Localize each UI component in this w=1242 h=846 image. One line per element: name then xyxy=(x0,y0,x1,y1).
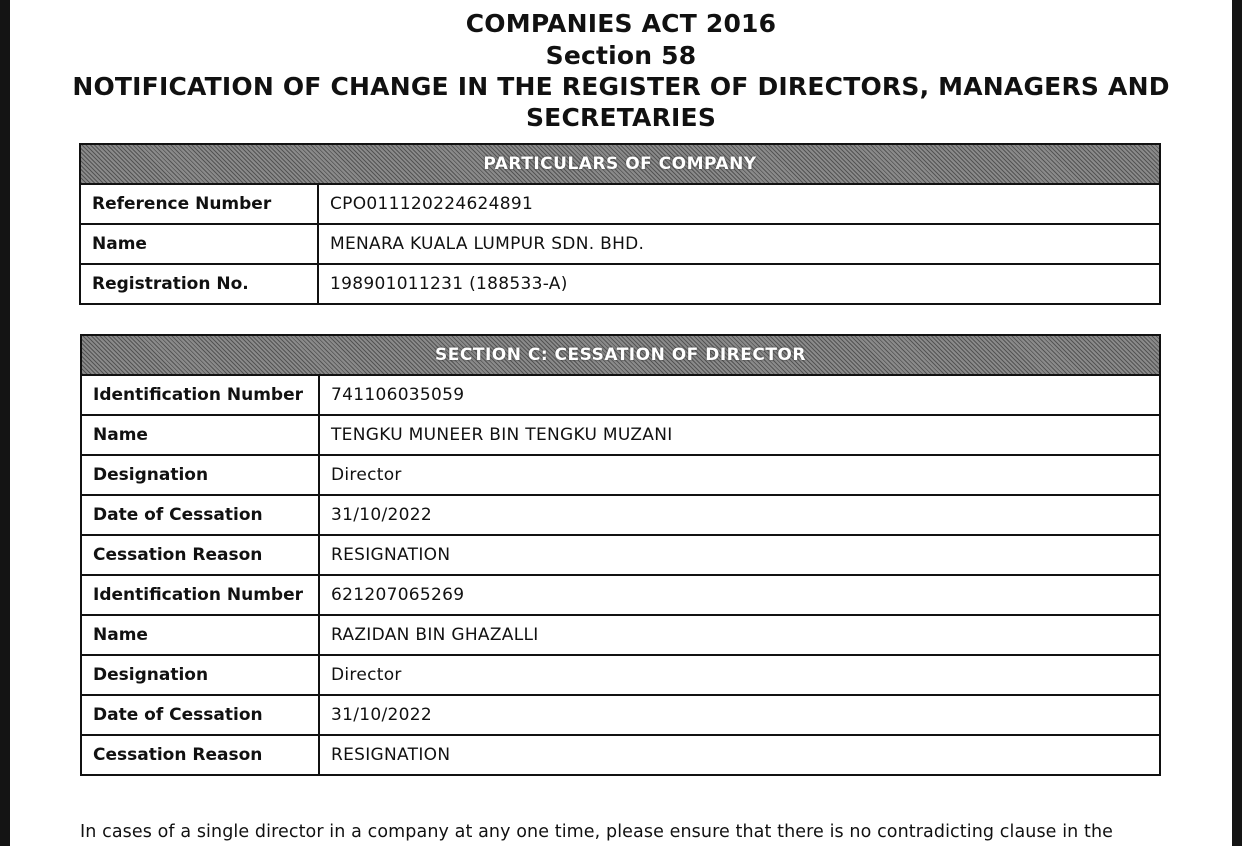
date-of-cessation-label: Date of Cessation xyxy=(81,695,319,735)
table-row xyxy=(81,695,1160,735)
designation-value: Director xyxy=(319,655,1160,695)
footer-note: In cases of a single director in a company at any one time, please ensure that there is no contradicting clause in the xyxy=(80,822,1114,842)
cessation-reason-label: Cessation Reason xyxy=(81,535,319,575)
identification-number-label: Identification Number xyxy=(81,575,319,615)
cessation-of-director-table xyxy=(80,334,1161,776)
cessation-reason-value: RESIGNATION xyxy=(319,735,1160,775)
table-row xyxy=(80,264,1160,304)
section-title: Section 58 xyxy=(545,41,697,70)
cessation-reason-value: RESIGNATION xyxy=(319,535,1160,575)
document-page xyxy=(10,0,1232,846)
table-row xyxy=(81,455,1160,495)
table-row xyxy=(81,655,1160,695)
date-of-cessation-value: 31/10/2022 xyxy=(319,495,1160,535)
date-of-cessation-value: 31/10/2022 xyxy=(319,695,1160,735)
designation-value: Director xyxy=(319,455,1160,495)
director-name-value: RAZIDAN BIN GHAZALLI xyxy=(319,615,1160,655)
table-row xyxy=(81,535,1160,575)
reference-number-label: Reference Number xyxy=(80,184,318,224)
registration-no-label: Registration No. xyxy=(80,264,318,304)
cessation-reason-label: Cessation Reason xyxy=(81,735,319,775)
identification-number-value: 741106035059 xyxy=(319,375,1160,415)
company-particulars-table xyxy=(79,143,1161,305)
identification-number-label: Identification Number xyxy=(81,375,319,415)
form-title-line-2: SECRETARIES xyxy=(525,103,717,132)
act-title: COMPANIES ACT 2016 xyxy=(465,9,777,38)
company-particulars-heading: PARTICULARS OF COMPANY xyxy=(80,144,1160,184)
registration-no-value: 198901011231 (188533-A) xyxy=(318,264,1160,304)
director-name-label: Name xyxy=(81,615,319,655)
table-row xyxy=(80,224,1160,264)
cessation-heading: SECTION C: CESSATION OF DIRECTOR xyxy=(81,335,1160,375)
table-row xyxy=(81,735,1160,775)
table-row xyxy=(81,615,1160,655)
reference-number-value: CPO011120224624891 xyxy=(318,184,1160,224)
company-name-label: Name xyxy=(80,224,318,264)
table-row xyxy=(81,495,1160,535)
designation-label: Designation xyxy=(81,655,319,695)
designation-label: Designation xyxy=(81,455,319,495)
date-of-cessation-label: Date of Cessation xyxy=(81,495,319,535)
table-row xyxy=(80,184,1160,224)
director-name-value: TENGKU MUNEER BIN TENGKU MUZANI xyxy=(319,415,1160,455)
form-title-line-1: NOTIFICATION OF CHANGE IN THE REGISTER OF DIRECTORS, MANAGERS AND xyxy=(72,72,1170,101)
identification-number-value: 621207065269 xyxy=(319,575,1160,615)
company-name-value: MENARA KUALA LUMPUR SDN. BHD. xyxy=(318,224,1160,264)
table-row xyxy=(81,575,1160,615)
table-row xyxy=(81,375,1160,415)
table-row xyxy=(81,415,1160,455)
director-name-label: Name xyxy=(81,415,319,455)
